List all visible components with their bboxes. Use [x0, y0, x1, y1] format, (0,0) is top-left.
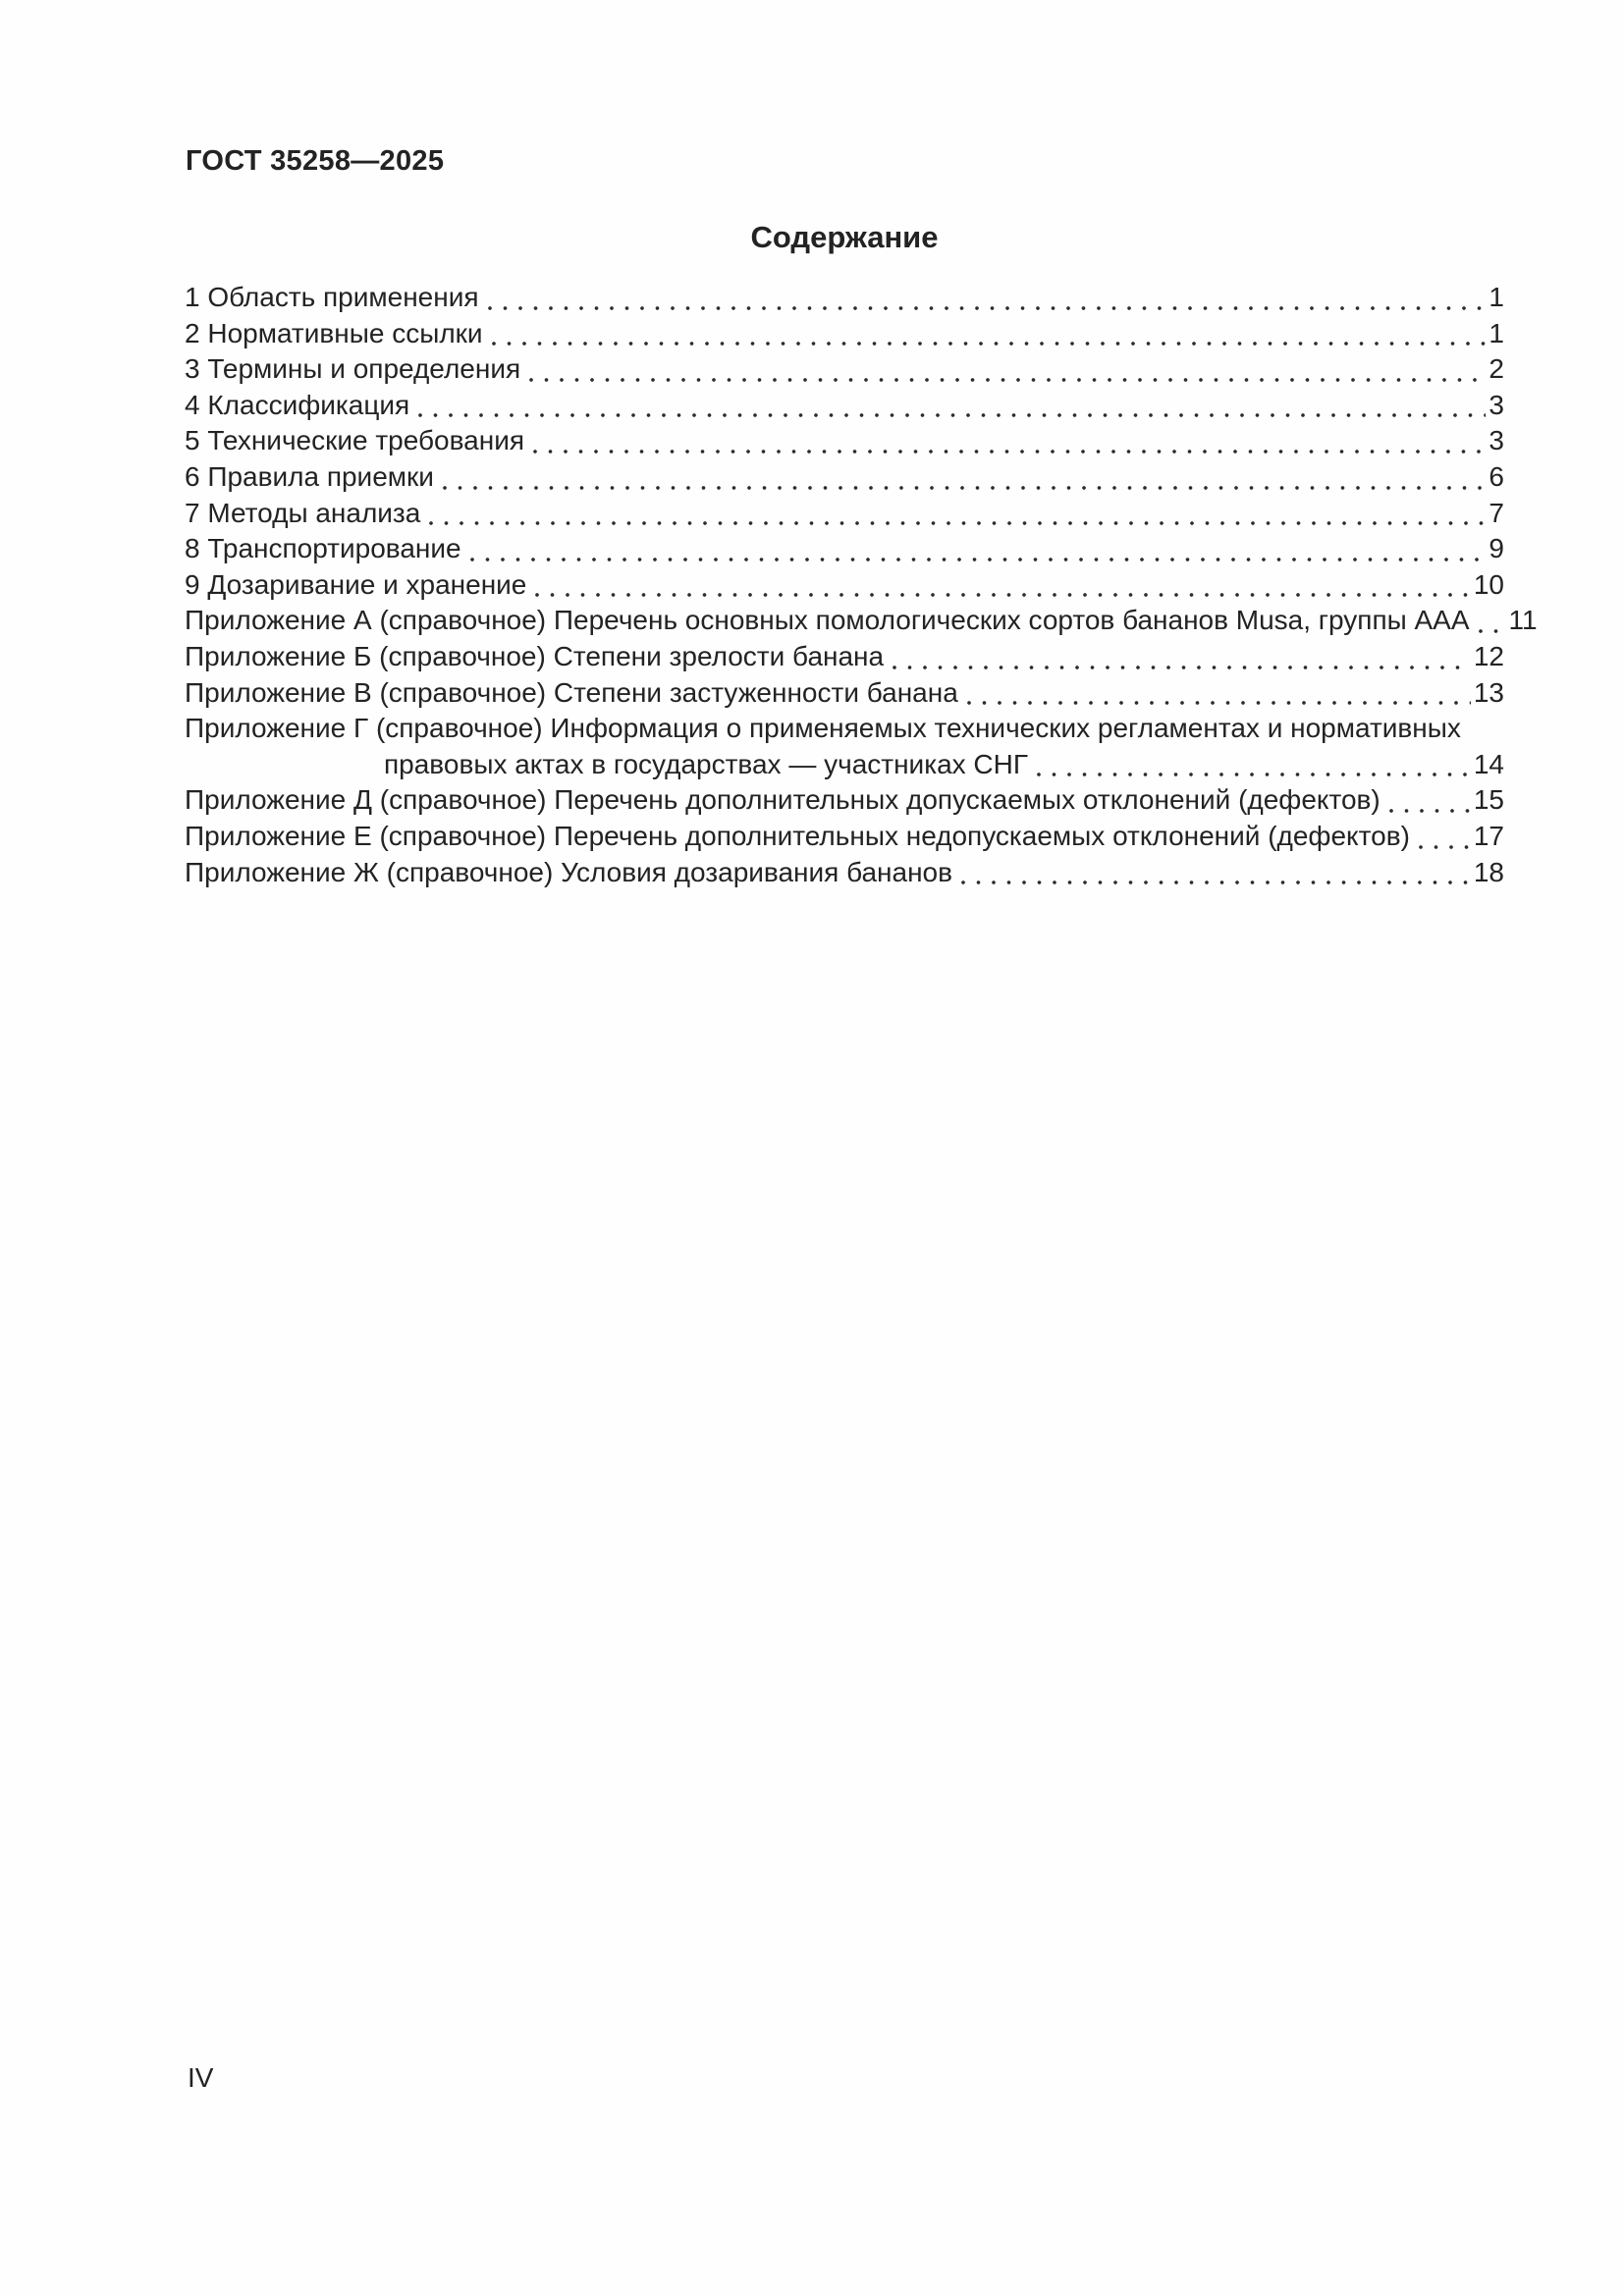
toc-entry-page: 6 — [1489, 460, 1504, 492]
toc-entry-page: 12 — [1473, 640, 1504, 671]
toc-entry-label: Приложение Г (справочное) Информация о применяемых технических регламентах и нормативных — [185, 713, 1461, 744]
toc-leader-dots — [891, 639, 1471, 675]
toc-entry — [185, 316, 1504, 352]
toc-leader-dots — [1477, 603, 1506, 639]
toc-leader-dots — [527, 351, 1486, 388]
toc-entry-label: 8 Транспортирование — [185, 533, 461, 564]
toc-entry-page: 18 — [1473, 856, 1504, 887]
toc-leader-dots — [441, 459, 1487, 496]
toc-leader-dots — [965, 675, 1471, 712]
toc-entry — [185, 711, 1504, 747]
toc-leader-dots — [959, 855, 1471, 891]
toc-entry-label: 3 Термины и определения — [185, 353, 521, 385]
toc-leader-dots — [1417, 819, 1471, 855]
toc-entry-label: 1 Область применения — [185, 282, 479, 312]
toc-entry-label: Приложение Ж (справочное) Условия дозаривания бананов — [185, 856, 952, 887]
toc-entry-label: правовых актах в государствах — участниках СНГ — [384, 748, 1029, 779]
toc-entry-label: 7 Методы анализа — [185, 497, 421, 528]
toc-entry-label: 5 Технические требования — [185, 425, 525, 456]
toc-entry-label: 2 Нормативные ссылки — [185, 317, 483, 348]
toc-entry-page: 15 — [1473, 784, 1504, 816]
toc-entry — [185, 567, 1504, 604]
toc-entry — [185, 531, 1504, 567]
toc-title: Содержание — [750, 220, 939, 254]
toc-entry-page: 10 — [1473, 568, 1504, 600]
toc-entry-label: 9 Дозаривание и хранение — [185, 568, 527, 600]
toc-entry-label: Приложение Б (справочное) Степени зрелости банана — [185, 640, 885, 671]
toc-entry — [185, 675, 1504, 712]
toc-entry-page: 11 — [1508, 605, 1538, 636]
toc-entry-label: Приложение А (справочное) Перечень основных помологических сортов бананов Musa, группы AAA — [185, 605, 1470, 636]
toc-entry-page: 7 — [1489, 497, 1504, 528]
toc-leader-dots — [427, 496, 1486, 532]
toc-leader-dots — [468, 531, 1487, 567]
toc-list — [185, 280, 1538, 890]
toc-entry-page: 9 — [1489, 533, 1504, 564]
toc-leader-dots — [533, 567, 1470, 604]
toc-entry-page: 1 — [1489, 282, 1504, 312]
toc-leader-dots — [1035, 747, 1471, 783]
toc-entry-label: 4 Классификация — [185, 389, 410, 420]
toc-leader-dots — [486, 280, 1487, 316]
toc-entry — [185, 351, 1504, 388]
toc-entry — [185, 423, 1504, 459]
toc-entry-page: 3 — [1489, 389, 1504, 420]
doc-code: ГОСТ 35258—2025 — [186, 145, 445, 177]
toc-entry-label: Приложение Д (справочное) Перечень дополнительных допускаемых отклонений (дефектов) — [185, 784, 1380, 816]
toc-entry — [185, 747, 1504, 783]
toc-entry-page: 17 — [1473, 820, 1504, 851]
toc-entry — [185, 496, 1504, 532]
page-number: IV — [188, 2062, 214, 2093]
toc-entry — [185, 782, 1504, 819]
toc-entry — [185, 639, 1504, 675]
toc-leader-dots — [1387, 782, 1471, 819]
toc-entry — [185, 603, 1538, 639]
toc-entry-page: 13 — [1473, 676, 1504, 708]
toc-leader-dots — [416, 388, 1486, 424]
toc-entry-page: 2 — [1489, 353, 1504, 385]
toc-entry-label: Приложение В (справочное) Степени застуженности банана — [185, 676, 958, 708]
toc-entry — [185, 280, 1504, 316]
toc-leader-dots — [531, 423, 1486, 459]
toc-entry-label: 6 Правила приемки — [185, 460, 434, 492]
toc-entry — [185, 388, 1504, 424]
toc-entry-label: Приложение Е (справочное) Перечень дополнительных недопускаемых отклонений (дефектов) — [185, 820, 1410, 851]
toc-entry-page: 1 — [1489, 317, 1504, 348]
toc-entry-page: 3 — [1489, 425, 1504, 456]
toc-entry-page: 14 — [1473, 748, 1504, 779]
toc-entry — [185, 855, 1504, 891]
toc-leader-dots — [490, 316, 1487, 352]
toc-entry — [185, 819, 1504, 855]
toc-entry — [185, 459, 1504, 496]
